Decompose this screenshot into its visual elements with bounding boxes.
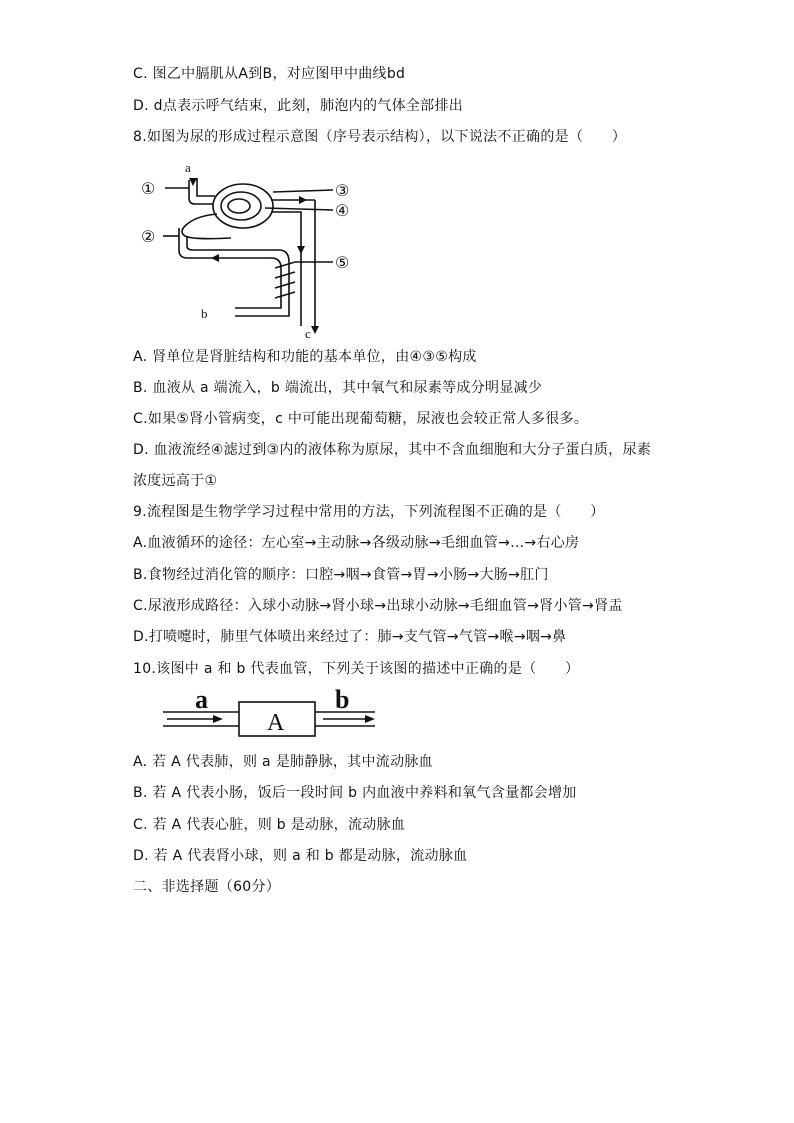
capillary-loop-inner xyxy=(187,236,289,316)
q10-option-b: B. 若 A 代表小肠，饭后一段时间 b 内血液中养料和氧气含量都会增加 xyxy=(133,785,577,801)
q10-stem: 10.该图中 a 和 b 代表血管，下列关于该图的描述中正确的是（ ） xyxy=(133,661,580,677)
q7-option-c: C. 图乙中膈肌从A到B，对应图甲中曲线bd xyxy=(133,66,406,82)
capsule-outer xyxy=(213,184,273,228)
afferent-vessel-inner xyxy=(197,178,215,196)
arrow-b xyxy=(211,254,219,262)
q8-option-d-line1: D. 血液流经④滤过到③内的液体称为原尿，其中不含血细胞和大分子蛋白质，尿素 xyxy=(133,442,652,458)
efferent-vessel xyxy=(182,214,231,239)
q10-option-d: D. 若 A 代表肾小球，则 a 和 b 都是动脉，流动脉血 xyxy=(133,848,468,864)
leader-3 xyxy=(273,190,333,192)
q8-stem: 8.如图为尿的形成过程示意图（序号表示结构），以下说法不正确的是（ ） xyxy=(133,129,627,145)
q9-option-c: C.尿液形成路径：入球小动脉→肾小球→出球小动脉→毛细血管→肾小管→肾盂 xyxy=(133,598,623,614)
arrow-c xyxy=(311,326,319,334)
q7-option-d: D. d点表示呼气结束，此刻，肺泡内的气体全部排出 xyxy=(133,98,464,114)
label-organ-a: A xyxy=(267,710,285,736)
arrow-a xyxy=(189,178,197,186)
arrow-tubule xyxy=(297,246,305,254)
q8-option-d-line2: 浓度远高于① xyxy=(133,473,218,489)
vessel-organ-diagram xyxy=(163,688,379,740)
leader-4 xyxy=(265,208,333,210)
q8-option-b: B. 血液从 a 端流入，b 端流出，其中氧气和尿素等成分明显减少 xyxy=(133,380,543,396)
label-3: ③ xyxy=(335,183,350,200)
glomerulus-core xyxy=(228,199,250,213)
label-vessel-b: b xyxy=(335,688,350,714)
arrow-a-head xyxy=(213,715,223,723)
capillary-loop-outer xyxy=(179,228,281,308)
q9-option-b: B.食物经过消化管的顺序：口腔→咽→食管→胃→小肠→大肠→肛门 xyxy=(133,567,549,583)
label-vessel-a: a xyxy=(195,688,208,714)
hatching xyxy=(275,262,295,298)
q9-stem: 9.流程图是生物学学习过程中常用的方法，下列流程图不正确的是（ ） xyxy=(133,504,605,520)
tubule-descending xyxy=(271,212,301,326)
q9-option-d: D.打喷嚏时，肺里气体喷出来经过了：肺→支气管→气管→喉→咽→鼻 xyxy=(133,629,567,645)
q10-option-a: A. 若 A 代表肺，则 a 是肺静脉，其中流动脉血 xyxy=(133,754,433,770)
arrow-b-head xyxy=(365,715,375,723)
q8-option-a: A. 肾单位是肾脏结构和功能的基本单位，由④③⑤构成 xyxy=(133,349,477,365)
label-b: b xyxy=(201,306,208,321)
section2-title: 二、非选择题（60分） xyxy=(133,879,281,895)
label-2: ② xyxy=(141,229,156,246)
label-5: ⑤ xyxy=(335,255,350,272)
capsule-inner xyxy=(221,192,261,220)
label-a: a xyxy=(185,160,191,175)
q9-option-a: A.血液循环的途径：左心室→主动脉→各级动脉→毛细血管→…→右心房 xyxy=(133,535,580,551)
label-1: ① xyxy=(141,181,156,198)
label-4: ④ xyxy=(335,203,350,220)
label-c: c xyxy=(305,326,311,340)
nephron-diagram xyxy=(135,158,365,340)
q8-option-c: C.如果⑤肾小管病变，c 中可能出现葡萄糖，尿液也会较正常人多很多。 xyxy=(133,411,589,427)
arrow-top xyxy=(299,196,307,204)
q10-option-c: C. 若 A 代表心脏，则 b 是动脉，流动脉血 xyxy=(133,817,406,833)
